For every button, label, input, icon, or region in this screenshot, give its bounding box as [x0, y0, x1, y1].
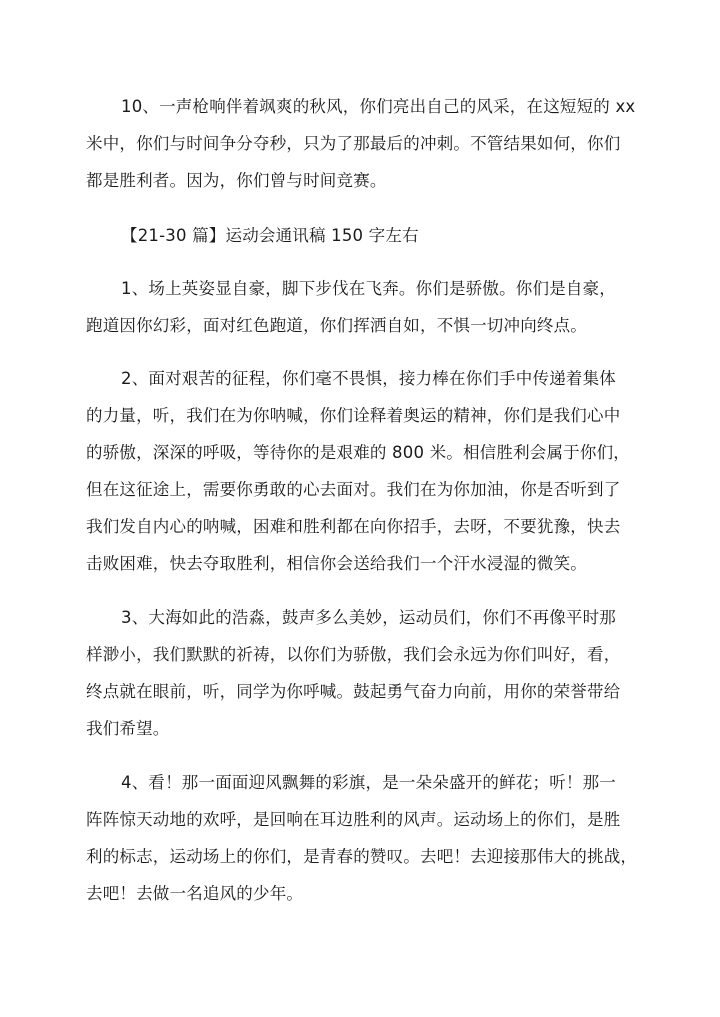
- paragraph-10-line-3: 都是胜利者。因为，你们曾与时间竞赛。: [86, 171, 387, 190]
- paragraph-3-line-1: 3、大海如此的浩淼，鼓声多么美妙，运动员们，你们不再像平时那: [121, 608, 616, 627]
- paragraph-4-line-4: 去吧！去做一名追风的少年。: [86, 884, 304, 903]
- paragraph-10-line-1: 10、一声枪响伴着飒爽的秋风，你们亮出自己的风采，在这短短的 xx: [121, 97, 636, 116]
- paragraph-2-line-4: 但在这征途上，需要你勇敢的心去面对。我们在为你加油，你是否听到了: [86, 480, 621, 499]
- paragraph-4-line-1: 4、看！那一面面迎风飘舞的彩旗，是一朵朵盛开的鲜花；听！那一: [121, 773, 616, 792]
- paragraph-3-line-3: 终点就在眼前，听，同学为你呼喊。鼓起勇气奋力向前，用你的荣誉带给: [86, 682, 621, 701]
- paragraph-1-line-1: 1、场上英姿显自豪，脚下步伐在飞奔。你们是骄傲。你们是自豪，: [121, 279, 616, 298]
- paragraph-3-line-2: 样渺小，我们默默的祈祷，以你们为骄傲，我们会永远为你们叫好，看，: [86, 645, 621, 664]
- paragraph-10-line-2: 米中，你们与时间争分夺秒，只为了那最后的冲刺。不管结果如何，你们: [86, 134, 621, 153]
- paragraph-2-line-2: 的力量，听，我们在为你呐喊，你们诠释着奥运的精神，你们是我们心中: [86, 406, 621, 425]
- paragraph-2-line-6: 击败困难，快去夺取胜利，相信你会送给我们一个汗水浸湿的微笑。: [86, 554, 587, 573]
- section-heading: 【21-30 篇】运动会通讯稿 150 字左右: [121, 226, 419, 245]
- paragraph-3-line-4: 我们希望。: [86, 719, 170, 738]
- paragraph-4-line-3: 利的标志，运动场上的你们，是青春的赞叹。去吧！去迎接那伟大的挑战，: [86, 847, 638, 866]
- paragraph-1-line-2: 跑道因你幻彩，面对红色跑道，你们挥洒自如，不惧一切冲向终点。: [86, 316, 587, 335]
- paragraph-2-line-1: 2、面对艰苦的征程，你们毫不畏惧，接力棒在你们手中传递着集体: [121, 369, 616, 388]
- paragraph-2-line-3: 的骄傲，深深的呼吸，等待你的是艰难的 800 米。相信胜利会属于你们，: [86, 443, 630, 462]
- paragraph-4-line-2: 阵阵惊天动地的欢呼，是回响在耳边胜利的风声。运动场上的你们，是胜: [86, 810, 621, 829]
- paragraph-2-line-5: 我们发自内心的呐喊，困难和胜利都在向你招手，去呀，不要犹豫，快去: [86, 517, 621, 536]
